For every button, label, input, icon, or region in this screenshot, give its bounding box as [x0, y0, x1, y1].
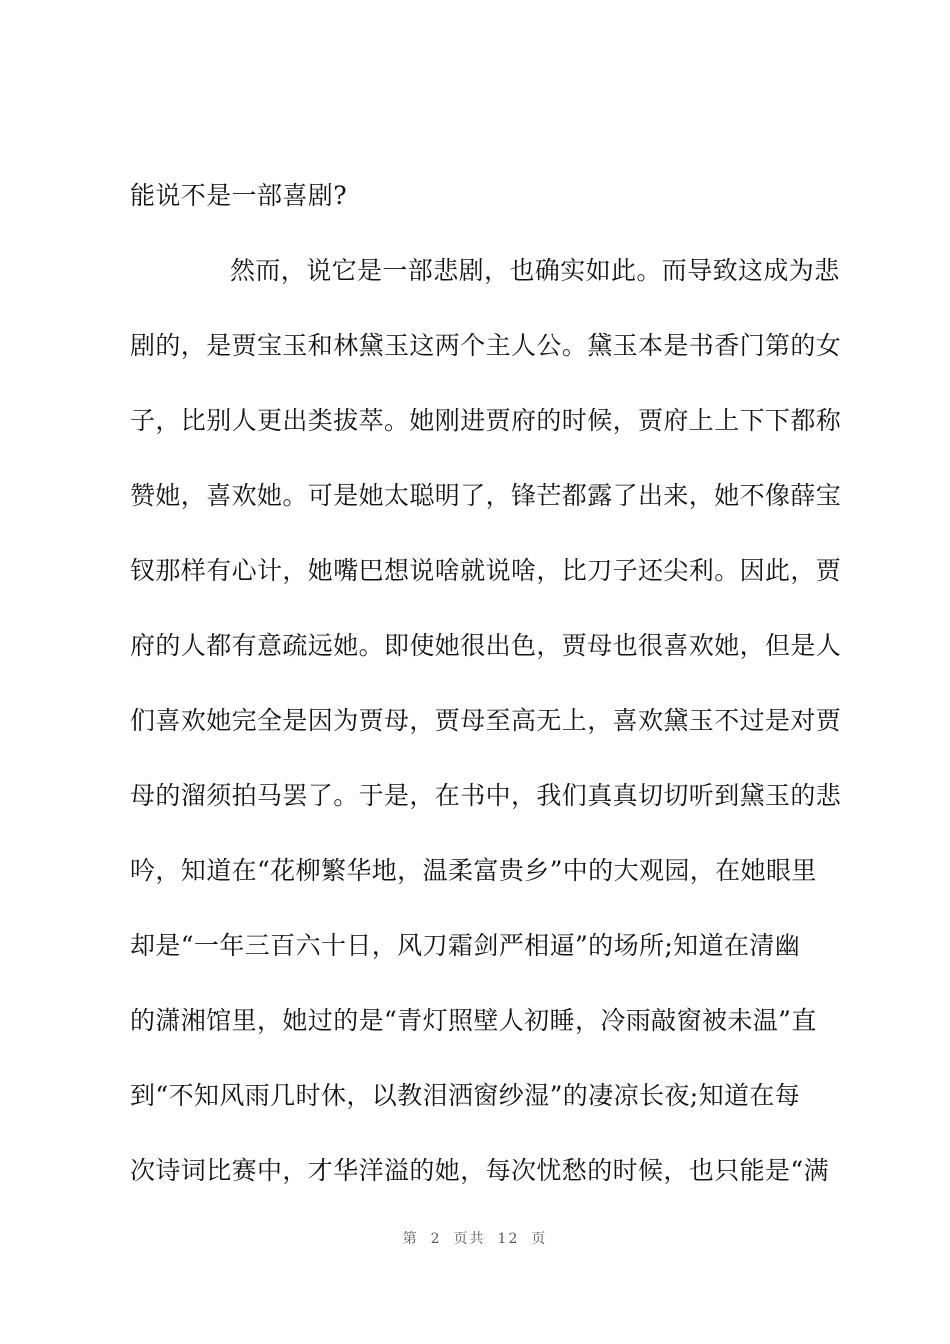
page-footer — [0, 1228, 950, 1248]
text-line: 到“不知风雨几时休，以教泪洒窗纱湿”的凄凉长夜;知道在每 — [130, 1081, 801, 1110]
text-line: 子，比别人更出类拔萃。她刚进贾府的时候，贾府上上下下都称 — [130, 406, 842, 435]
text-line: 然而，说它是一部悲剧，也确实如此。而导致这成为悲 — [230, 256, 840, 285]
footer-mid: 页共 — [453, 1231, 486, 1247]
footer-prefix: 第 — [402, 1231, 419, 1247]
text-line: 剧的，是贾宝玉和林黛玉这两个主人公。黛玉本是书香门第的女 — [130, 331, 842, 360]
text-line: 府的人都有意疏远她。即使她很出色，贾母也很喜欢她，但是人 — [130, 631, 842, 660]
text-line: 赞她，喜欢她。可是她太聪明了，锋芒都露了出来，她不像薛宝 — [130, 481, 842, 510]
text-line: 们喜欢她完全是因为贾母，贾母至高无上，喜欢黛玉不过是对贾 — [130, 706, 842, 735]
total-pages: 12 — [497, 1231, 520, 1247]
page-number: 2 — [430, 1231, 442, 1247]
text-line: 的潇湘馆里，她过的是“青灯照壁人初睡，冷雨敲窗被未温”直 — [130, 1006, 817, 1035]
text-line: 母的溜须拍马罢了。于是，在书中，我们真真切切听到黛玉的悲 — [130, 781, 842, 810]
footer-suffix: 页 — [531, 1231, 548, 1247]
text-line: 却是“一年三百六十日，风刀霜剑严相逼”的场所;知道在清幽 — [130, 931, 801, 960]
text-line: 吟，知道在“花柳繁华地，温柔富贵乡”中的大观园，在她眼里 — [130, 856, 817, 885]
text-line: 次诗词比赛中，才华洋溢的她，每次忧愁的时候，也只能是“满 — [130, 1156, 829, 1185]
text-line: 钗那样有心计，她嘴巴想说啥就说啥，比刀子还尖利。因此，贾 — [130, 556, 842, 585]
body-text — [130, 168, 842, 1218]
text-line: 能说不是一部喜剧? — [130, 181, 348, 210]
